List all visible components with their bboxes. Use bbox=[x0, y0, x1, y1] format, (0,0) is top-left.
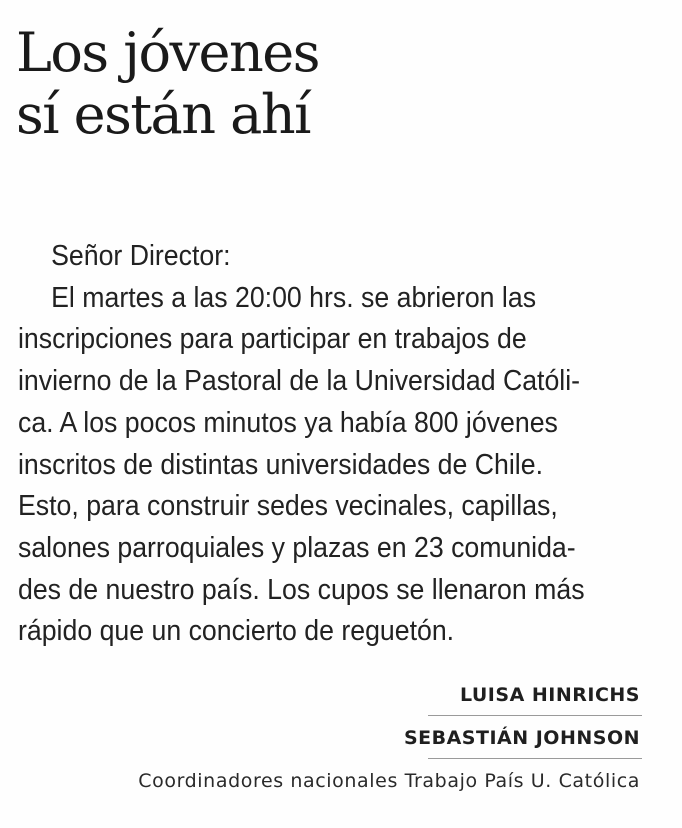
letter-body bbox=[18, 236, 588, 653]
body-line: ca. A los pocos minutos ya había 800 jóvenes bbox=[18, 406, 558, 439]
body-line: Esto, para construir sedes vecinales, capillas, bbox=[18, 490, 558, 523]
headline-line-1: Los jóvenes bbox=[16, 21, 319, 84]
body-line: inscripciones para participar en trabajos de bbox=[18, 323, 527, 356]
signatory-name: LUISA HINRICHS bbox=[459, 684, 640, 706]
signature-divider bbox=[428, 715, 642, 716]
body-line: salones parroquiales y plazas en 23 comunida- bbox=[18, 531, 576, 564]
body-line: des de nuestro país. Los cupos se llenaron más bbox=[18, 573, 585, 606]
body-line: rápido que un concierto de reguetón. bbox=[18, 615, 455, 648]
salutation: Señor Director: bbox=[51, 240, 231, 272]
signature-divider bbox=[428, 758, 642, 759]
body-line: invierno de la Pastoral de la Universidad Católi- bbox=[18, 365, 581, 398]
signatory-affiliation: Coordinadores nacionales Trabajo País U. Católica bbox=[138, 770, 640, 792]
body-line: inscritos de distintas universidades de Chile. bbox=[18, 448, 543, 481]
body-line: El martes a las 20:00 hrs. se abrieron las bbox=[51, 281, 537, 314]
signatory-name: SEBASTIÁN JOHNSON bbox=[403, 727, 640, 749]
headline bbox=[16, 22, 319, 146]
headline-line-2: sí están ahí bbox=[16, 83, 310, 146]
